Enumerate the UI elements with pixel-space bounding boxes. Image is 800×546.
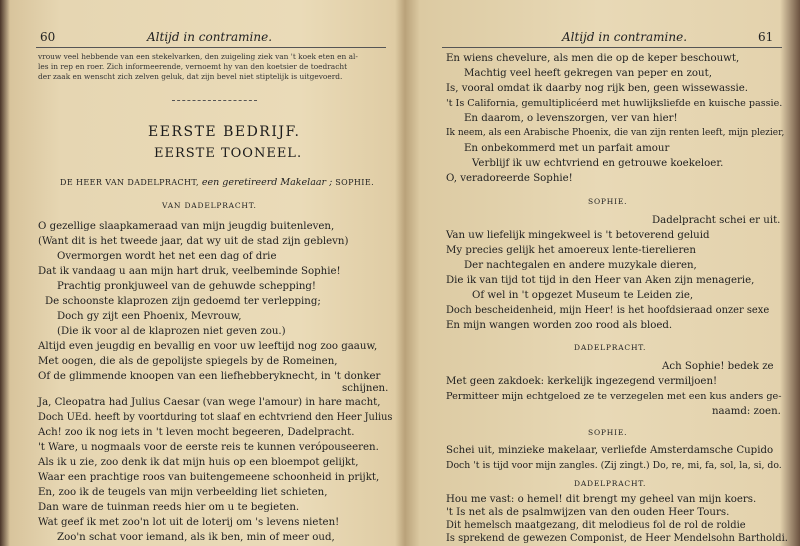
verse-line: 't Ware, u nogmaals voor de eerste reis te kunnen verópouseeren.: [38, 442, 379, 453]
verse-line: En mijn wangen worden zoo rood als bloed.: [446, 320, 673, 331]
verse-line: Verblijf ik uw echtvriend en getrouwe koekeloer.: [472, 158, 724, 169]
scene-title: EERSTE TOONEEL.: [154, 146, 303, 161]
page-number-right: 61: [758, 30, 774, 44]
intro-line-3: der zaak en wenscht zich zelven geluk, dat zijn bevel niet stiptelijk is uitgevoerd.: [38, 72, 343, 81]
verse-line: Dan ware de tuinman reeds hier om u te begieten.: [38, 502, 300, 513]
right-page: [412, 0, 792, 546]
verse-line: 't Is net als de psalmwijzen van den ouden Heer Tours.: [446, 507, 730, 518]
verse-line: schijnen.: [342, 383, 389, 394]
speaker-label: DADELPRACHT.: [574, 479, 647, 488]
verse-line: Dit hemelsch maatgezang, dit melodieus fol de rol de roldie: [446, 520, 746, 531]
verse-line: Hou me vast: o hemel! dit brengt my geheel van mijn koers.: [446, 494, 757, 505]
verse-line: Zoo'n schat voor iemand, als ik ben, min of meer oud,: [57, 532, 335, 543]
verse-line: 't Is California, gemultiplicéerd met huwlijksliefde en kuische passie.: [446, 98, 783, 109]
verse-line: Ik neem, als een Arabische Phoenix, die van zijn renten leeft, mijn plezier,: [446, 128, 785, 138]
verse-line: Met oogen, die als de gepolijste spiegels by de Romeinen,: [38, 356, 338, 367]
intro-line-2: les in rep en roer. Zich informeerende, vernoemt hy van den koetsier de toedracht: [38, 62, 348, 71]
separator-line: [172, 100, 257, 101]
verse-line: Machtig veel heeft gekregen van peper en zout,: [464, 68, 712, 79]
act-title: EERSTE BEDRIJF.: [148, 124, 301, 140]
verse-line: Overmorgen wordt het net een dag of drie: [57, 251, 277, 262]
verse-line: O, veradoreerde Sophie!: [446, 173, 573, 184]
verse-line: Doch UEd. heeft by voortduring tot slaaf en echtvriend den Heer Julius: [38, 412, 393, 423]
cast-description: een geretireerd Makelaar ;: [201, 177, 333, 188]
verse-line: Doch bescheidenheid, mijn Heer! is het hoofdsieraad onzer sexe: [446, 305, 770, 316]
verse-line: Of wel in 't opgezet Museum te Leiden zie,: [472, 290, 694, 301]
verse-line: Van uw liefelijk mingekweel is 't betoverend geluid: [446, 230, 710, 241]
verse-line: Permitteer mijn echtgeloed ze te verzegelen met een kus anders ge-: [446, 391, 782, 402]
speaker-label: VAN DADELPRACHT.: [162, 201, 257, 210]
verse-line: O gezellige slaapkameraad van mijn jeugdig buitenleven,: [38, 221, 335, 232]
verse-line: Doch 't is tijd voor mijn zangles. (Zij zingt.) Do, re, mi, fa, sol, la, si, do.: [446, 460, 782, 471]
verse-line: Ach Sophie! bedek ze: [662, 361, 774, 372]
verse-line: Waar een prachtige roos van buitengemeene schoonheid in prijkt,: [38, 472, 380, 483]
verse-line: Ach! zoo ik nog iets in 't leven mocht begeeren, Dadelpracht.: [38, 427, 355, 438]
verse-line: Ja, Cleopatra had Julius Caesar (van wege l'amour) in hare macht,: [38, 397, 381, 408]
verse-line: Die ik van tijd tot tijd in den Heer van Aken zijn menagerie,: [446, 275, 755, 286]
verse-line: En, zoo ik de teugels van mijn verbeelding liet schieten,: [38, 487, 328, 498]
verse-line: naamd: zoen.: [712, 406, 781, 417]
running-head-left: Altijd in contramine.: [147, 30, 273, 44]
header-rule-right: [442, 47, 782, 48]
verse-line: Schei uit, minzieke makelaar, verliefde Amsterdamsche Cupido: [446, 445, 774, 456]
verse-line: Of de glimmende knoopen van een liefhebberyknecht, in 't donker: [38, 371, 381, 382]
cast-line: [60, 177, 374, 188]
verse-line: Dadelpracht schei er uit.: [652, 215, 781, 226]
page-number-left: 60: [40, 30, 56, 44]
verse-line: Is, vooral omdat ik daarby nog rijk ben, geen wissewassie.: [446, 83, 748, 94]
speaker-label: SOPHIE.: [588, 197, 628, 206]
speaker-label: DADELPRACHT.: [574, 343, 647, 352]
verse-line: Doch gy zijt een Phoenix, Mevrouw,: [57, 311, 242, 322]
verse-line: Is sprekend de gewezen Componist, de Heer Mendelsohn Bartholdi.: [446, 533, 788, 544]
cast-character-2: SOPHIE.: [335, 178, 375, 187]
running-head-right: Altijd in contramine.: [562, 30, 688, 44]
verse-line: Dat ik vandaag u aan mijn hart druk, veelbeminde Sophie!: [38, 266, 341, 277]
verse-line: En onbekommerd met un parfait amour: [464, 143, 670, 154]
verse-line: En wiens chevelure, als men die op de keper beschouwt,: [446, 53, 740, 64]
verse-line: De schoonste klaprozen zijn gedoemd ter verlepping;: [45, 296, 321, 307]
speaker-label: SOPHIE.: [588, 428, 628, 437]
verse-line: Altijd even jeugdig en bevallig en voor uw leeftijd nog zoo gaauw,: [38, 341, 378, 352]
left-page: [12, 0, 400, 546]
verse-line: Als ik u zie, zoo denk ik dat mijn huis op een bloempot gelijkt,: [38, 457, 359, 468]
verse-line: Prachtig pronkjuweel van de gehuwde schepping!: [57, 281, 317, 292]
verse-line: En daarom, o levenszorgen, ver van hier!: [464, 113, 678, 124]
verse-line: Der nachtegalen en andere muzykale dieren,: [464, 260, 697, 271]
verse-line: Wat geef ik met zoo'n lot uit de loterij om 's levens nieten!: [38, 517, 340, 528]
verse-line: (Die ik voor al de klaprozen niet geven zou.): [57, 326, 286, 337]
cast-character-1: DE HEER VAN DADELPRACHT,: [60, 178, 199, 187]
intro-line-1: vrouw veel hebbende van een stekelvarken, den zuigeling ziek van 't koek eten en al-: [38, 52, 358, 61]
verse-line: My precies gelijk het amoereux lente-tierelieren: [446, 245, 696, 256]
verse-line: Met geen zakdoek: kerkelijk ingezegend vermiljoen!: [446, 376, 718, 387]
verse-line: (Want dit is het tweede jaar, dat wy uit de stad zijn geblevn): [38, 236, 349, 247]
header-rule-left: [36, 47, 386, 48]
